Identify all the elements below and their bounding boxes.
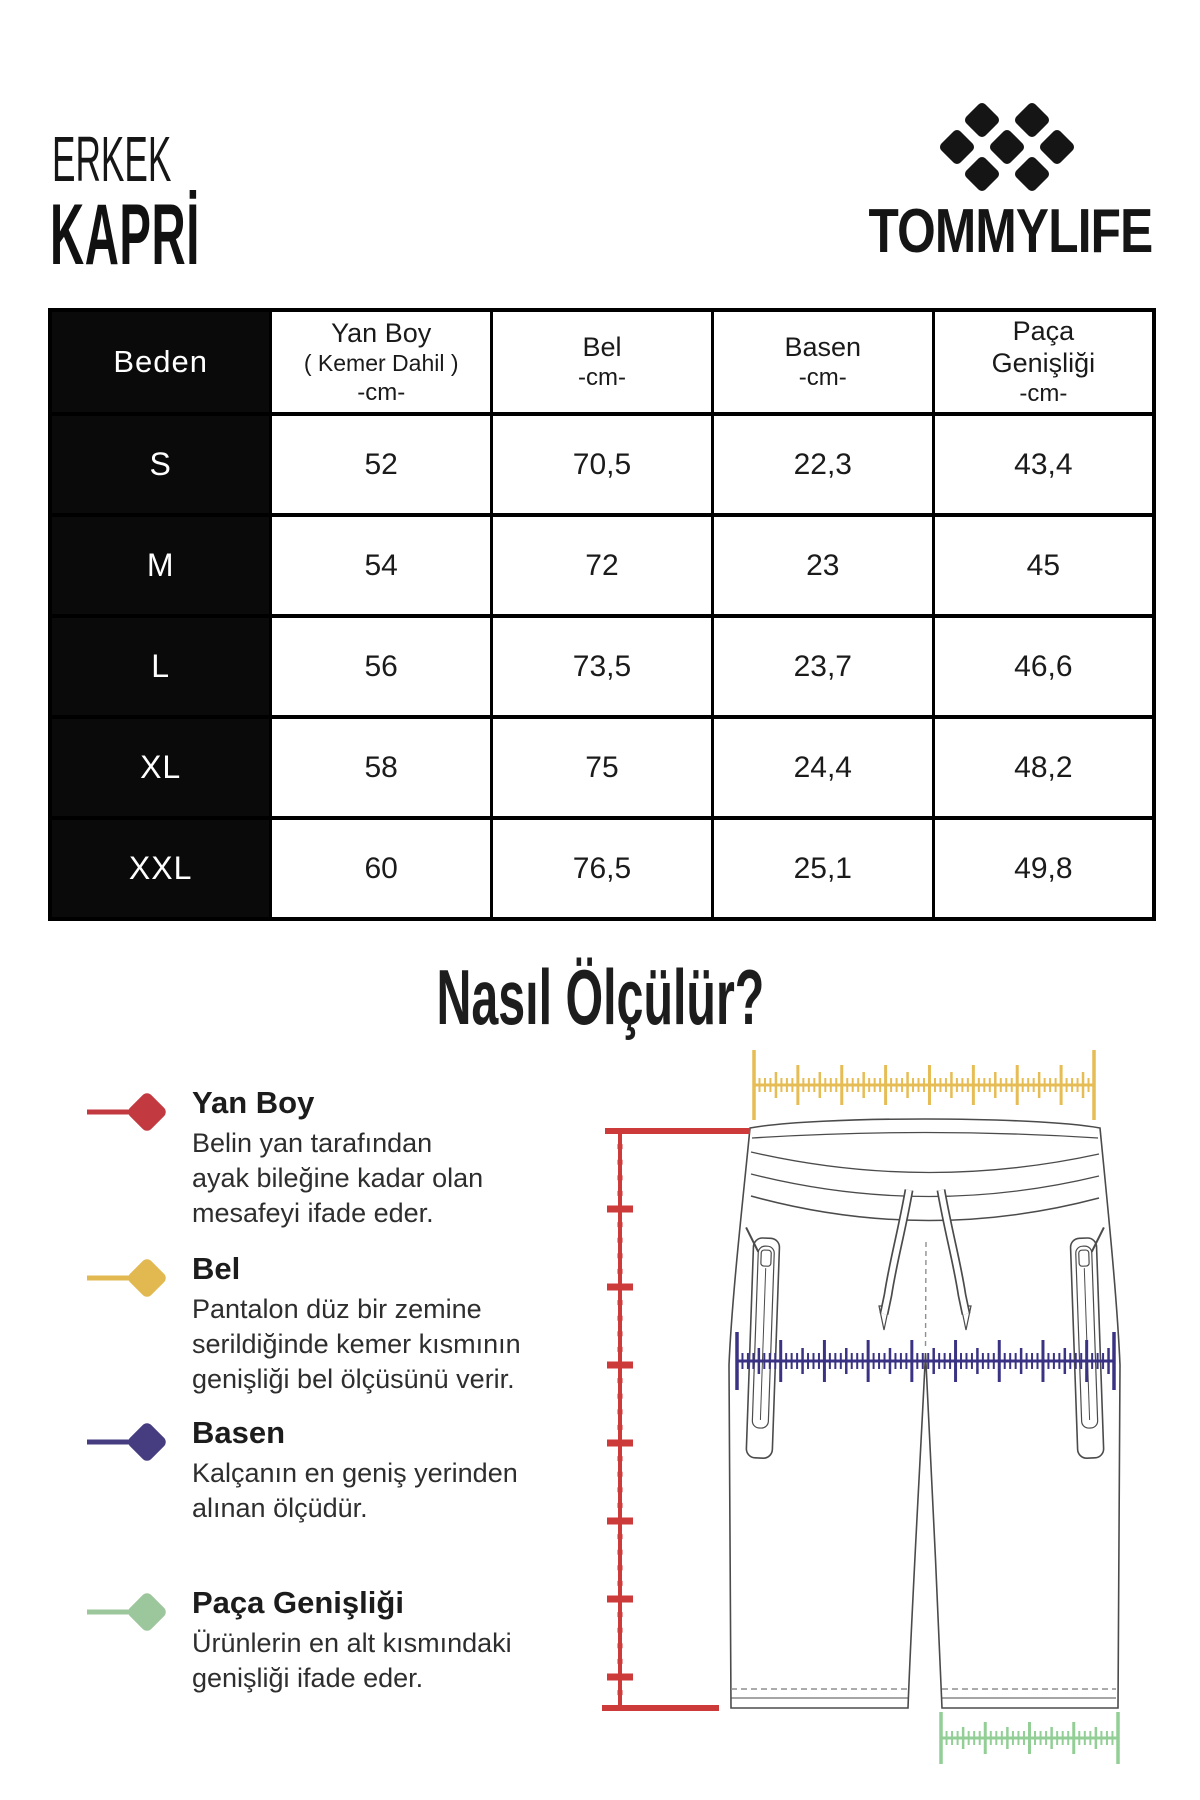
header-unit: -cm-	[357, 378, 406, 406]
measure-guide-title-text: Nasıl Ölçülür?	[436, 953, 764, 1041]
header-line: ( Kemer Dahil )	[303, 349, 459, 376]
brand-name	[810, 196, 1200, 267]
legend-desc-line: Belin yan tarafından	[192, 1128, 433, 1158]
table-row-s	[50, 414, 1154, 515]
column-header-bel	[492, 310, 713, 414]
header-line: Basen	[784, 332, 862, 362]
cell-value: 45	[933, 515, 1154, 616]
header-line: Genişliği	[991, 348, 1096, 378]
legend-item-basen	[192, 1416, 572, 1526]
cell-value: 70,5	[492, 414, 713, 515]
cell-value: 72	[492, 515, 713, 616]
category-title-text: ERKEK	[52, 123, 172, 195]
cell-value: 24,4	[712, 717, 933, 818]
legend-desc-line: ayak bileğine kadar olan	[192, 1163, 484, 1193]
legend-desc-line: serildiğinde kemer kısmının	[192, 1329, 521, 1359]
legend-name: Bel	[192, 1251, 241, 1286]
cell-value: 52	[271, 414, 492, 515]
legend-name: Basen	[192, 1415, 286, 1450]
header-line: Yan Boy	[331, 317, 432, 348]
column-header-basen	[712, 310, 933, 414]
cell-value: 73,5	[492, 616, 713, 717]
legend-desc-line: Ürünlerin en alt kısmındaki	[192, 1628, 512, 1658]
cell-value: 48,2	[933, 717, 1154, 818]
cell-value: 56	[271, 616, 492, 717]
size-label: S	[50, 414, 271, 515]
legend-desc-line: Kalçanın en geniş yerinden	[192, 1458, 518, 1488]
size-table-header-row	[50, 310, 1154, 414]
cell-value: 23	[712, 515, 933, 616]
cell-value: 49,8	[933, 818, 1154, 919]
capri-pants-drawing	[729, 1119, 1120, 1708]
header-unit: -cm-	[798, 364, 847, 391]
measure-guide-title	[0, 952, 1200, 1043]
size-label: L	[50, 616, 271, 717]
legend-desc-line: genişliği ifade eder.	[192, 1663, 424, 1693]
cell-value: 23,7	[712, 616, 933, 717]
bel-marker-icon	[85, 1243, 185, 1313]
size-label: M	[50, 515, 271, 616]
brand-logo-icon	[930, 93, 1090, 201]
category-title	[52, 122, 269, 196]
legend-name: Paça Genişliği	[192, 1585, 404, 1620]
legend-description	[192, 1456, 572, 1526]
cell-value: 25,1	[712, 818, 933, 919]
header-line: Paça	[1012, 316, 1075, 346]
size-column-header: Beden	[50, 310, 271, 414]
yan-boy-ruler	[602, 1131, 750, 1708]
bel-ruler	[754, 1050, 1094, 1120]
column-header-paca-genisligi	[933, 310, 1154, 414]
legend-description	[192, 1626, 572, 1696]
cell-value: 46,6	[933, 616, 1154, 717]
legend-description	[192, 1126, 572, 1231]
legend-desc-line: mesafeyi ifade eder.	[192, 1198, 434, 1228]
legend-name: Yan Boy	[192, 1085, 315, 1120]
size-label: XXL	[50, 818, 271, 919]
legend-description	[192, 1292, 572, 1397]
header-line: Bel	[582, 332, 622, 362]
table-row-l	[50, 616, 1154, 717]
product-title	[50, 186, 323, 285]
legend-item-yan-boy	[192, 1086, 572, 1231]
legend-desc-line: Pantalon düz bir zemine	[192, 1294, 482, 1324]
cell-value: 76,5	[492, 818, 713, 919]
table-row-xl	[50, 717, 1154, 818]
paca-genisligi-ruler	[941, 1712, 1118, 1764]
basen-marker-icon	[85, 1407, 185, 1477]
legend-item-bel	[192, 1252, 572, 1397]
product-title-text: KAPRİ	[50, 187, 200, 283]
legend-desc-line: alınan ölçüdür.	[192, 1493, 368, 1523]
header-unit: -cm-	[1019, 380, 1068, 407]
capri-measure-diagram	[560, 1040, 1160, 1785]
cell-value: 22,3	[712, 414, 933, 515]
table-row-m	[50, 515, 1154, 616]
diamond-grid-icon	[938, 101, 1076, 193]
legend-desc-line: genişliği bel ölçüsünü verir.	[192, 1364, 515, 1394]
brand-name-text: TOMMYLIFE	[868, 197, 1152, 266]
size-table	[48, 308, 1156, 921]
cell-value: 58	[271, 717, 492, 818]
yan-boy-marker-icon	[85, 1077, 185, 1147]
size-label: XL	[50, 717, 271, 818]
table-row-xxl	[50, 818, 1154, 919]
header-unit: -cm-	[578, 364, 626, 391]
legend-item-paca-genisligi	[192, 1586, 572, 1696]
column-header-yan-boy	[271, 310, 492, 414]
paca-genisligi-marker-icon	[85, 1577, 185, 1647]
cell-value: 75	[492, 717, 713, 818]
cell-value: 43,4	[933, 414, 1154, 515]
cell-value: 60	[271, 818, 492, 919]
cell-value: 54	[271, 515, 492, 616]
